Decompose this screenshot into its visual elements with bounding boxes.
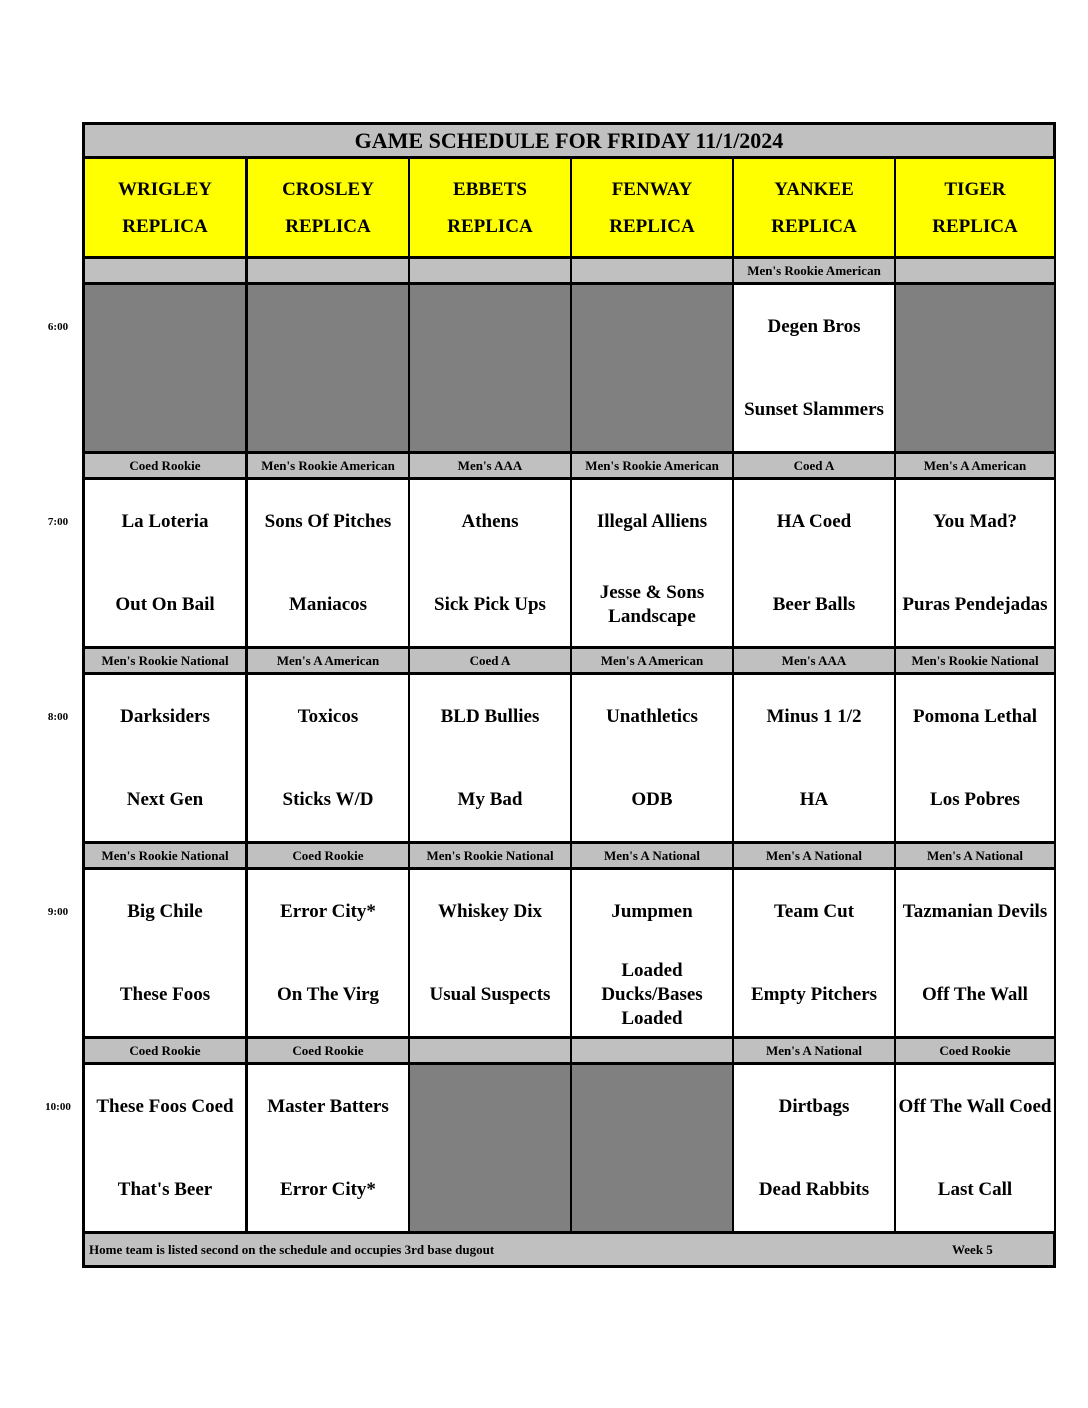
away-team: Darksiders — [120, 705, 210, 727]
away-team: HA Coed — [776, 510, 852, 532]
game-cell — [410, 870, 570, 1036]
home-team: Empty Pitchers — [750, 983, 878, 1005]
game-cell — [734, 870, 894, 1036]
division-label — [896, 259, 1054, 282]
game-cell — [896, 480, 1054, 646]
division-label: Men's A American — [572, 649, 732, 672]
away-team: Error City* — [280, 900, 376, 922]
away-team: Team Cut — [773, 900, 855, 922]
home-team: Off The Wall — [922, 983, 1028, 1005]
home-team: ODB — [631, 788, 673, 810]
away-team: Big Chile — [127, 900, 203, 922]
home-team: Next Gen — [126, 788, 204, 810]
game-cell — [248, 870, 408, 1036]
division-label: Men's Rookie American — [734, 259, 894, 282]
empty-slot — [572, 1065, 732, 1231]
division-label: Men's Rookie National — [896, 649, 1054, 672]
division-label: Coed Rookie — [248, 844, 408, 867]
away-team: Unathletics — [606, 705, 698, 727]
week-label: Week 5 — [952, 1241, 993, 1257]
game-cell — [734, 285, 894, 451]
division-label: Men's Rookie National — [85, 649, 245, 672]
home-team: Puras Pendejadas — [902, 593, 1048, 615]
game-cell — [248, 1065, 408, 1231]
home-team: These Foos — [119, 983, 211, 1005]
home-team: Los Pobres — [930, 788, 1020, 810]
field-name: YANKEE — [774, 178, 854, 200]
game-cell — [85, 870, 245, 1036]
division-label: Men's Rookie National — [85, 844, 245, 867]
away-team: Whiskey Dix — [438, 900, 542, 922]
field-name: FENWAY — [611, 178, 693, 200]
game-cell — [896, 870, 1054, 1036]
away-team: Off The Wall Coed — [898, 1095, 1052, 1117]
home-team: On The Virg — [276, 983, 380, 1005]
home-team: Sticks W/D — [282, 788, 374, 810]
footer-bar — [85, 1234, 1053, 1265]
division-label: Coed Rookie — [85, 1039, 245, 1062]
field-subtitle: REPLICA — [932, 215, 1018, 237]
division-label: Men's A National — [734, 1039, 894, 1062]
time-label: 7:00 — [47, 516, 69, 528]
game-cell — [896, 675, 1054, 841]
game-cell — [85, 1065, 245, 1231]
game-cell — [85, 675, 245, 841]
field-header — [896, 159, 1054, 256]
away-team: La Loteria — [121, 510, 209, 532]
division-label: Coed A — [734, 454, 894, 477]
game-cell — [572, 870, 732, 1036]
game-cell — [734, 1065, 894, 1231]
game-cell — [734, 480, 894, 646]
away-team: Dirtbags — [778, 1095, 850, 1117]
away-team: You Mad? — [933, 510, 1017, 532]
footer-note: Home team is listed second on the schedule and occupies 3rd base dugout — [89, 1241, 495, 1257]
home-team: Error City* — [280, 1178, 376, 1200]
division-label: Men's AAA — [410, 454, 570, 477]
division-label: Coed A — [410, 649, 570, 672]
empty-slot — [572, 285, 732, 451]
home-team: My Bad — [457, 788, 523, 810]
home-team: Sick Pick Ups — [434, 593, 546, 615]
division-label: Men's A National — [896, 844, 1054, 867]
away-team: Athens — [461, 510, 519, 532]
field-subtitle: REPLICA — [609, 215, 695, 237]
away-team: Toxicos — [297, 705, 359, 727]
game-cell — [572, 675, 732, 841]
game-cell — [734, 675, 894, 841]
home-team: Jesse & Sons Landscape — [599, 581, 705, 627]
field-name: WRIGLEY — [118, 178, 212, 200]
away-team: Sons Of Pitches — [264, 510, 392, 532]
division-label: Men's A American — [248, 649, 408, 672]
home-team: HA — [799, 788, 829, 810]
home-team: Loaded Ducks/Bases Loaded — [601, 959, 703, 1029]
division-label: Men's A American — [896, 454, 1054, 477]
away-team: Master Batters — [267, 1095, 389, 1117]
division-label — [572, 259, 732, 282]
field-name: EBBETS — [453, 178, 527, 200]
home-team: Dead Rabbits — [758, 1178, 870, 1200]
division-label: Men's AAA — [734, 649, 894, 672]
empty-slot — [248, 285, 408, 451]
game-cell — [572, 480, 732, 646]
field-header — [85, 159, 245, 256]
game-cell — [896, 1065, 1054, 1231]
game-cell — [410, 675, 570, 841]
time-label: 6:00 — [47, 321, 69, 333]
away-team: Minus 1 1/2 — [766, 705, 862, 727]
field-subtitle: REPLICA — [285, 215, 371, 237]
division-label: Men's Rookie American — [572, 454, 732, 477]
empty-slot — [410, 285, 570, 451]
game-cell — [410, 480, 570, 646]
field-name: CROSLEY — [282, 178, 374, 200]
page-title: GAME SCHEDULE FOR FRIDAY 11/1/2024 — [85, 125, 1053, 156]
schedule-table — [82, 122, 1056, 1268]
away-team: Illegal Alliens — [596, 510, 708, 532]
division-label — [410, 1039, 570, 1062]
division-label — [85, 259, 245, 282]
home-team: That's Beer — [117, 1178, 213, 1200]
empty-slot — [896, 285, 1054, 451]
division-label — [410, 259, 570, 282]
empty-slot — [85, 285, 245, 451]
home-team: Maniacos — [288, 593, 368, 615]
time-label: 10:00 — [45, 1101, 71, 1113]
division-label — [572, 1039, 732, 1062]
division-label: Coed Rookie — [85, 454, 245, 477]
division-label: Coed Rookie — [896, 1039, 1054, 1062]
time-label: 9:00 — [47, 906, 69, 918]
home-team: Beer Balls — [772, 593, 856, 615]
game-cell — [85, 480, 245, 646]
away-team: These Foos Coed — [96, 1095, 234, 1117]
field-subtitle: REPLICA — [771, 215, 857, 237]
field-header — [734, 159, 894, 256]
home-team: Sunset Slammers — [744, 398, 884, 420]
field-name: TIGER — [944, 178, 1006, 200]
division-label: Coed Rookie — [248, 1039, 408, 1062]
time-label: 8:00 — [47, 711, 69, 723]
field-subtitle: REPLICA — [447, 215, 533, 237]
game-cell — [248, 675, 408, 841]
home-team: Out On Bail — [115, 593, 215, 615]
empty-slot — [410, 1065, 570, 1231]
away-team: Pomona Lethal — [912, 705, 1038, 727]
field-subtitle: REPLICA — [122, 215, 208, 237]
field-header — [572, 159, 732, 256]
away-team: Degen Bros — [767, 315, 861, 337]
division-label: Men's Rookie American — [248, 454, 408, 477]
home-team: Last Call — [937, 1178, 1013, 1200]
division-label: Men's Rookie National — [410, 844, 570, 867]
field-header — [248, 159, 408, 256]
division-label: Men's A National — [734, 844, 894, 867]
division-label: Men's A National — [572, 844, 732, 867]
away-team: Tazmanian Devils — [902, 900, 1048, 922]
field-header — [410, 159, 570, 256]
game-cell — [248, 480, 408, 646]
away-team: BLD Bullies — [440, 705, 540, 727]
home-team: Usual Suspects — [429, 983, 551, 1005]
away-team: Jumpmen — [611, 900, 693, 922]
division-label — [248, 259, 408, 282]
